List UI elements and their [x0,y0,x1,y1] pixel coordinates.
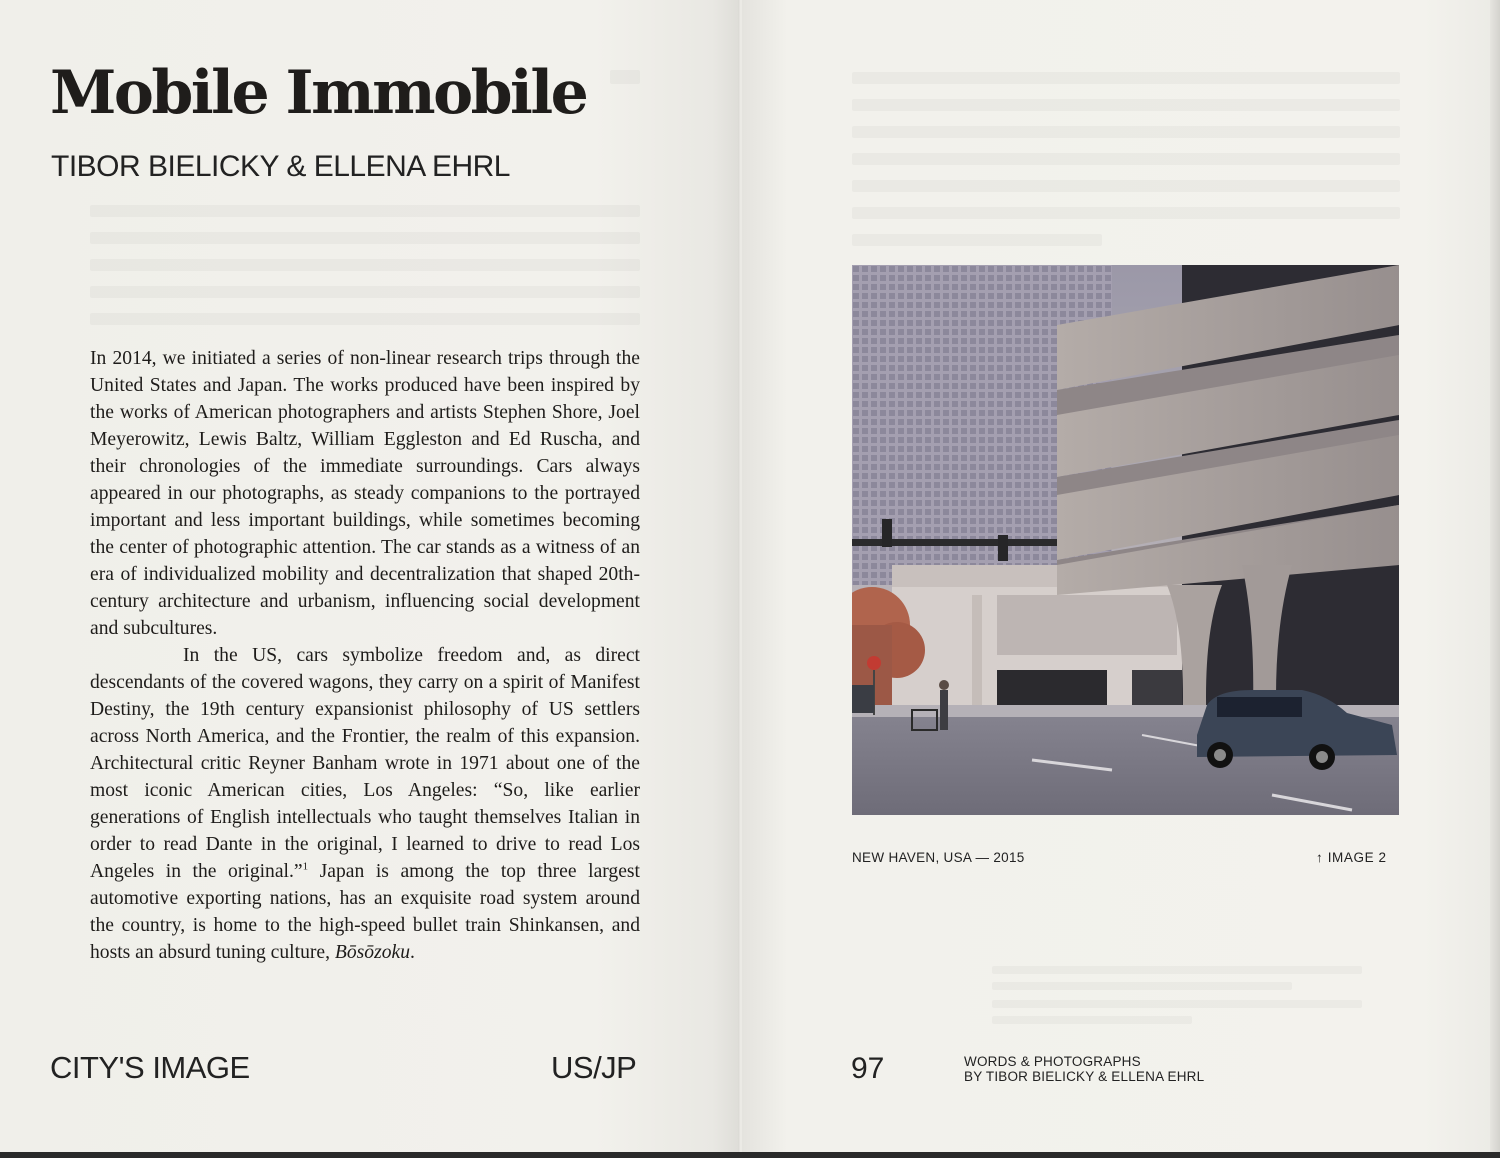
italic-term: Bōsōzoku [334,942,410,963]
article-authors: TIBOR BIELICKY & ELLENA EHRL [51,150,510,183]
footer-section-label: CITY'S IMAGE [50,1050,250,1085]
footnote-marker: 1 [302,860,309,873]
credit-block [964,1054,1264,1084]
footer-region-label: US/JP [551,1050,637,1085]
photograph-new-haven [852,265,1399,815]
photo-caption-reference: ↑ IMAGE 2 [1316,850,1387,865]
body-paragraph: In 2014, we initiated a series of non-linear research trips through the United States and Japan. The works produced have been inspired by the works of American photographers and artists Stephen Shore, Joel Meyerowitz, Lewis Baltz, William Eggleston and Ed Ruscha, and their chronologies of the immediate surroundings. Cars always appeared in our photographs, as steady companions to the portrayed important and less important buildings, while sometimes becoming the center of photographic attention. The car stands as a witness of an era of individualized mobility and decentralization that shaped 20th-century architecture and urbanism, influencing social development and subcultures. [90,348,640,639]
article-body [90,345,640,966]
paragraph-text: Japan is among the top three largest automotive exporting nations, has an exquisite road system around the country, is home to the high-speed bullet train Shinkansen, and hosts an absurd tuning culture, [90,861,640,963]
paragraph-text: . [410,942,415,963]
page-number: 97 [851,1052,885,1085]
page-edge [1490,0,1500,1158]
left-page [0,0,742,1158]
body-paragraph [90,642,640,966]
photograph-image [852,265,1399,815]
article-title: Mobile Immobile [50,58,587,128]
scan-bottom-edge [0,1152,1500,1158]
photo-caption-location: NEW HAVEN, USA — 2015 [852,850,1025,865]
credit-line: BY TIBOR BIELICKY & ELLENA EHRL [964,1069,1205,1084]
credit-line: WORDS & PHOTOGRAPHS [964,1054,1141,1069]
paragraph-text: In the US, cars symbolize freedom and, as direct descendants of the covered wagons, they carry on a spirit of Manifest Destiny, the 19th century expansionist philosophy of US settlers across North America, and the Frontier, the realm of this expansion. Architectural critic Reyner Banham wrote in 1971 about one of the most iconic American cities, Los Angeles: “So, like earlier generations of English intellectuals who taught themselves Italian in order to read Dante in the original, I learned to drive to read Los Angeles in the original.” [90,645,640,882]
